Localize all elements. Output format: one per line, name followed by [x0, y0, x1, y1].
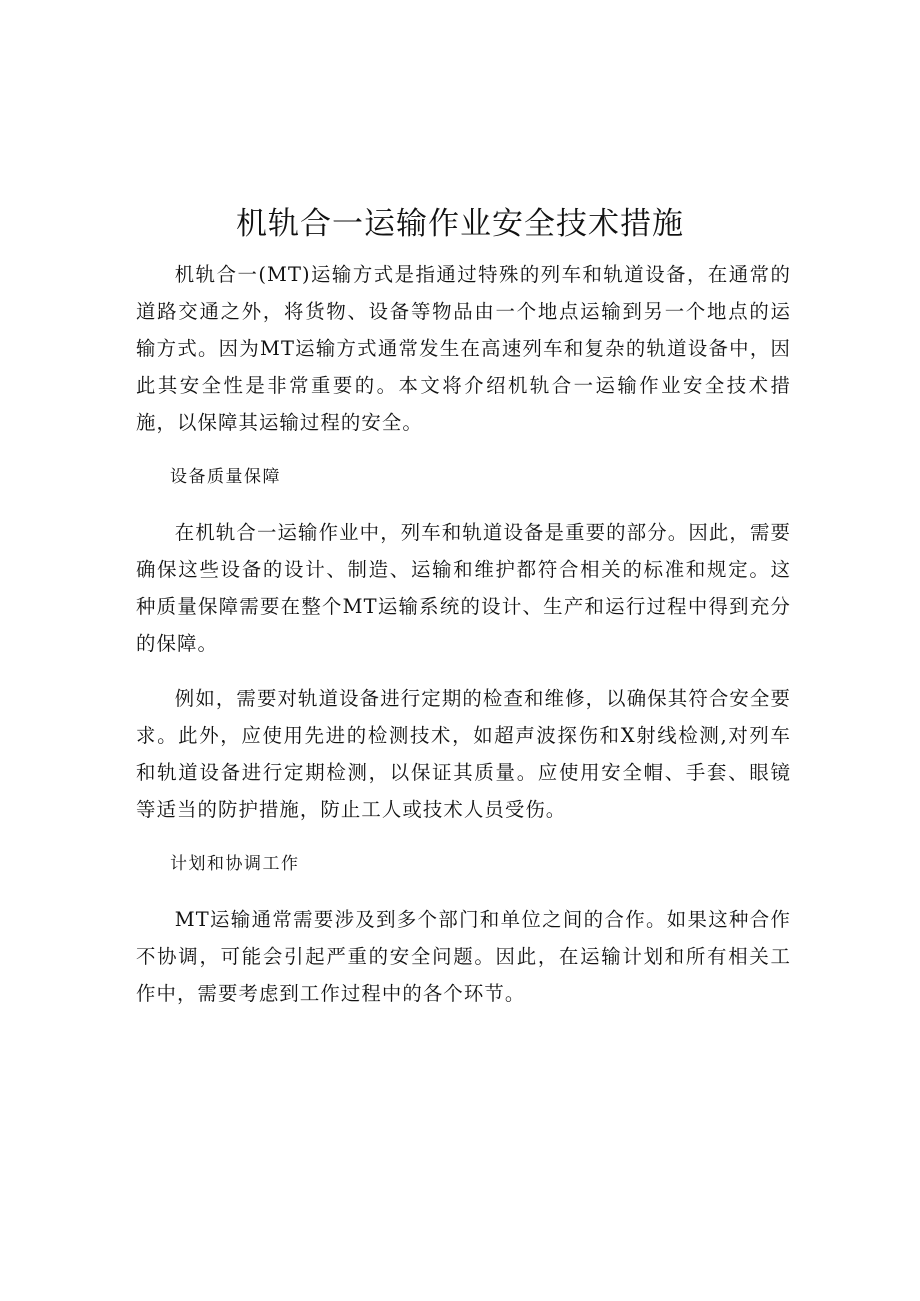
paragraph-intro: 机轨合一(MT)运输方式是指通过特殊的列车和轨道设备，在通常的道路交通之外，将货物、设备等物品由一个地点运输到另一个地点的运输方式。因为MT运输方式通常发生在高速列车和复杂的轨道设备中，因此其安全性是非常重要的。本文将介绍机轨合一运输作业安全技术措施，以保障其运输过程的安全。	[136, 263, 791, 434]
paragraph-planning-coordination: MT运输通常需要涉及到多个部门和单位之间的合作。如果这种合作不协调，可能会引起严重的安全问题。因此，在运输计划和所有相关工作中，需要考虑到工作过程中的各个环节。	[136, 908, 791, 1005]
document-body	[136, 256, 791, 1012]
paragraph-equipment-quality: 在机轨合一运输作业中，列车和轨道设备是重要的部分。因此，需要确保这些设备的设计、制造、运输和维护都符合相关的标准和规定。这种质量保障需要在整个MT运输系统的设计、生产和运行过程中得到充分的保障。	[136, 521, 791, 655]
document-title: 机轨合一运输作业安全技术措施	[236, 206, 684, 242]
section-heading-planning-coordination: 计划和协调工作	[170, 854, 300, 874]
paragraph-inspection-example: 例如，需要对轨道设备进行定期的检查和维修，以确保其符合安全要求。此外，应使用先进的检测技术，如超声波探伤和X射线检测,对列车和轨道设备进行定期检测，以保证其质量。应使用安全帽、手套、眼镜等适当的防护措施，防止工人或技术人员受伤。	[136, 687, 791, 821]
section-heading-equipment-quality: 设备质量保障	[170, 467, 281, 487]
